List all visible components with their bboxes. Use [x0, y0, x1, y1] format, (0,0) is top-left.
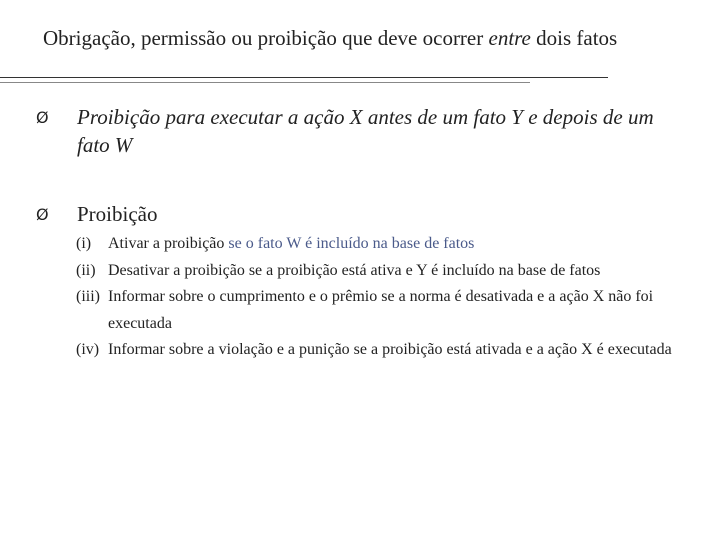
bullet-text: Proibição para executar a ação X antes de um fato Y e depois de um fato W — [77, 105, 654, 157]
bullet-arrow-icon: Ø — [36, 205, 49, 224]
list-item — [76, 284, 686, 337]
title-divider — [0, 77, 608, 78]
bullet-arrow-icon: Ø — [36, 108, 49, 127]
title-text-start: Obrigação, permissão ou proibição que deve ocorrer — [43, 26, 489, 50]
list-item — [76, 231, 686, 258]
list-item — [76, 337, 686, 364]
title-emphasis: entre — [488, 26, 531, 50]
list-item-number: (i) — [76, 235, 92, 252]
list-item — [76, 258, 686, 285]
title-divider-secondary — [0, 82, 530, 83]
list-item-text: Ativar a proibição — [108, 235, 229, 252]
list-item-number: (iii) — [76, 288, 100, 305]
list-item-text: Desativar a proibição se a proibição está ativa e Y é incluído na base de fatos — [108, 261, 601, 279]
list-item-number: (ii) — [76, 261, 96, 279]
list-item-text: Informar sobre a violação e a punição se a proibição está ativada e a ação X é executada — [108, 341, 672, 358]
list-item-number: (iv) — [76, 341, 100, 358]
sub-list — [76, 231, 686, 364]
list-item-text-highlight: se o fato W é incluído na base de fatos — [228, 235, 475, 252]
slide-title — [43, 24, 663, 52]
bullet-text: Proibição — [77, 202, 158, 226]
title-text-end: dois fatos — [530, 26, 618, 50]
list-item-text: Informar sobre o cumprimento e o prêmio se a norma é desativada e a ação X não foi executada — [108, 288, 654, 332]
